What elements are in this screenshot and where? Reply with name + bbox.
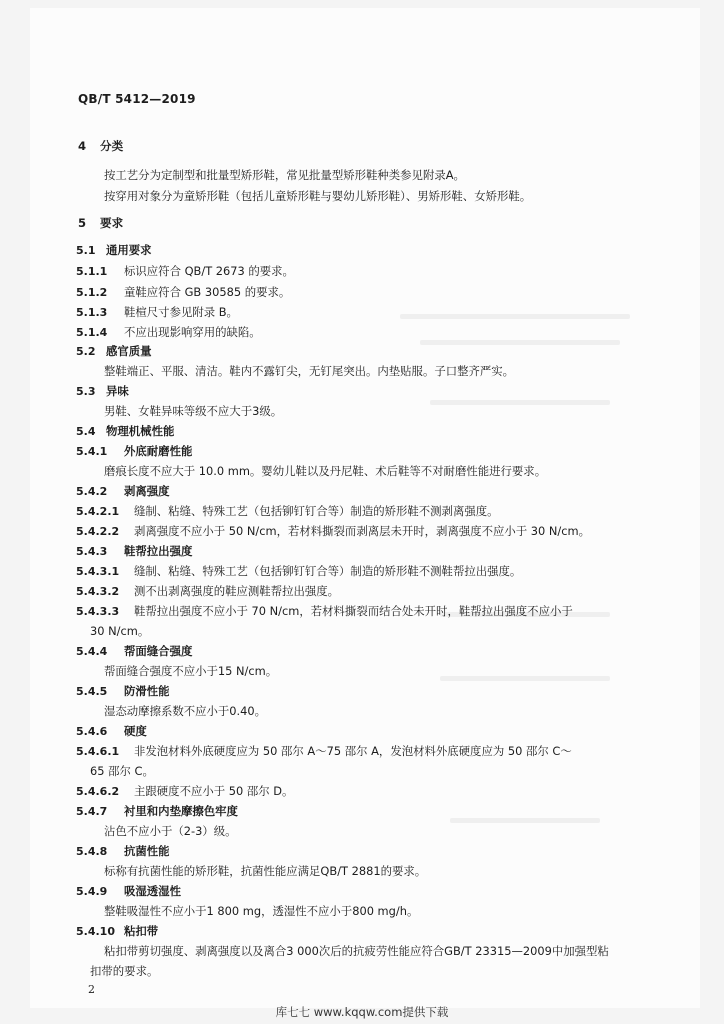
section-5-4-10-body: 粘扣带剪切强度、剥离强度以及离合3 000次后的抗疲劳性能应符合GB/T 23315—2009中加强型粘 [104, 944, 609, 958]
section-5-4-6-heading: 5.4.6 硬度 [76, 724, 147, 738]
section-5-4-5-heading: 5.4.5 防滑性能 [76, 684, 170, 698]
section-5-4-7-body: 沾色不应小于（2-3）级。 [104, 824, 237, 838]
clause-5-4-6-2: 5.4.6.2 主跟硬度不应小于 50 邵尔 D。 [76, 784, 294, 798]
section-5-4-3-heading: 5.4.3 鞋帮拉出强度 [76, 544, 193, 558]
section-5-4-2-heading: 5.4.2 剥离强度 [76, 484, 170, 498]
section-5-4-4-heading: 5.4.4 帮面缝合强度 [76, 644, 193, 658]
section-5-4-heading: 5.4 物理机械性能 [76, 424, 175, 438]
clause-5-4-2-1: 5.4.2.1 缝制、粘缝、特殊工艺（包括铆钉钉合等）制造的矫形鞋不测剥离强度。 [76, 504, 499, 518]
section-5-4-5-body: 湿态动摩擦系数不应小于0.40。 [104, 704, 267, 718]
section-5-4-8-body: 标称有抗菌性能的矫形鞋，抗菌性能应满足QB/T 2881的要求。 [104, 864, 427, 878]
section-5-2-body: 整鞋端正、平服、清洁。鞋内不露钉尖，无钉尾突出。内垫贴服。子口整齐严实。 [104, 364, 515, 378]
section-5-4-7-heading: 5.4.7 衬里和内垫摩擦色牢度 [76, 804, 238, 818]
section-5-3-body: 男鞋、女鞋异味等级不应大于3级。 [104, 404, 283, 418]
clause-5-1-4: 5.1.4 不应出现影响穿用的缺陷。 [76, 325, 261, 339]
section-4-para-2: 按穿用对象分为童矫形鞋（包括儿童矫形鞋与婴幼儿矫形鞋）、男矫形鞋、女矫形鞋。 [104, 189, 532, 203]
clause-5-1-1: 5.1.1 标识应符合 QB/T 2673 的要求。 [76, 264, 294, 278]
section-5-3-heading: 5.3 异味 [76, 384, 129, 398]
clause-5-4-3-3-continued: 30 N/cm。 [90, 624, 150, 638]
section-5-4-9-heading: 5.4.9 吸湿透湿性 [76, 884, 181, 898]
section-5-4-9-body: 整鞋吸湿性不应小于1 800 mg，透湿性不应小于800 mg/h。 [104, 904, 419, 918]
section-5-4-8-heading: 5.4.8 抗菌性能 [76, 844, 170, 858]
clause-5-4-6-1-continued: 65 邵尔 C。 [90, 764, 154, 778]
clause-5-4-3-2: 5.4.3.2 测不出剥离强度的鞋应测鞋帮拉出强度。 [76, 584, 340, 598]
standard-code: QB/T 5412—2019 [78, 92, 196, 106]
page-number: 2 [88, 983, 95, 996]
clause-5-4-3-3: 5.4.3.3 鞋帮拉出强度不应小于 70 N/cm，若材料撕裂而结合处未开时，鞋帮拉出强度不应小于 [76, 604, 573, 618]
section-5-1-heading: 5.1 通用要求 [76, 243, 152, 257]
section-5-4-10-continued: 扣带的要求。 [90, 964, 159, 978]
footer-watermark: 库七七 www.kqqw.com提供下载 [275, 1005, 449, 1019]
section-5-4-4-body: 帮面缝合强度不应小于15 N/cm。 [104, 664, 278, 678]
clause-5-4-3-1: 5.4.3.1 缝制、粘缝、特殊工艺（包括铆钉钉合等）制造的矫形鞋不测鞋帮拉出强度。 [76, 564, 522, 578]
section-5-4-1-heading: 5.4.1 外底耐磨性能 [76, 444, 193, 458]
clause-5-4-6-1: 5.4.6.1 非发泡材料外底硬度应为 50 邵尔 A～75 邵尔 A，发泡材料外底硬度应为 50 邵尔 C～ [76, 744, 572, 758]
section-5-heading: 5 要求 [78, 216, 124, 230]
section-4-para-1: 按工艺分为定制型和批量型矫形鞋，常见批量型矫形鞋种类参见附录A。 [104, 168, 465, 182]
clause-5-1-3: 5.1.3 鞋楦尺寸参见附录 B。 [76, 305, 238, 319]
section-5-4-1-body: 磨痕长度不应大于 10.0 mm。婴幼儿鞋以及丹尼鞋、术后鞋等不对耐磨性能进行要求。 [104, 464, 547, 478]
clause-5-1-2: 5.1.2 童鞋应符合 GB 30585 的要求。 [76, 285, 291, 299]
clause-5-4-2-2: 5.4.2.2 剥离强度不应小于 50 N/cm，若材料撕裂而剥离层未开时，剥离强度不应小于 30 N/cm。 [76, 524, 591, 538]
section-4-heading: 4 分类 [78, 139, 124, 153]
section-5-4-10-heading: 5.4.10 粘扣带 [76, 924, 159, 938]
section-5-2-heading: 5.2 感官质量 [76, 344, 152, 358]
